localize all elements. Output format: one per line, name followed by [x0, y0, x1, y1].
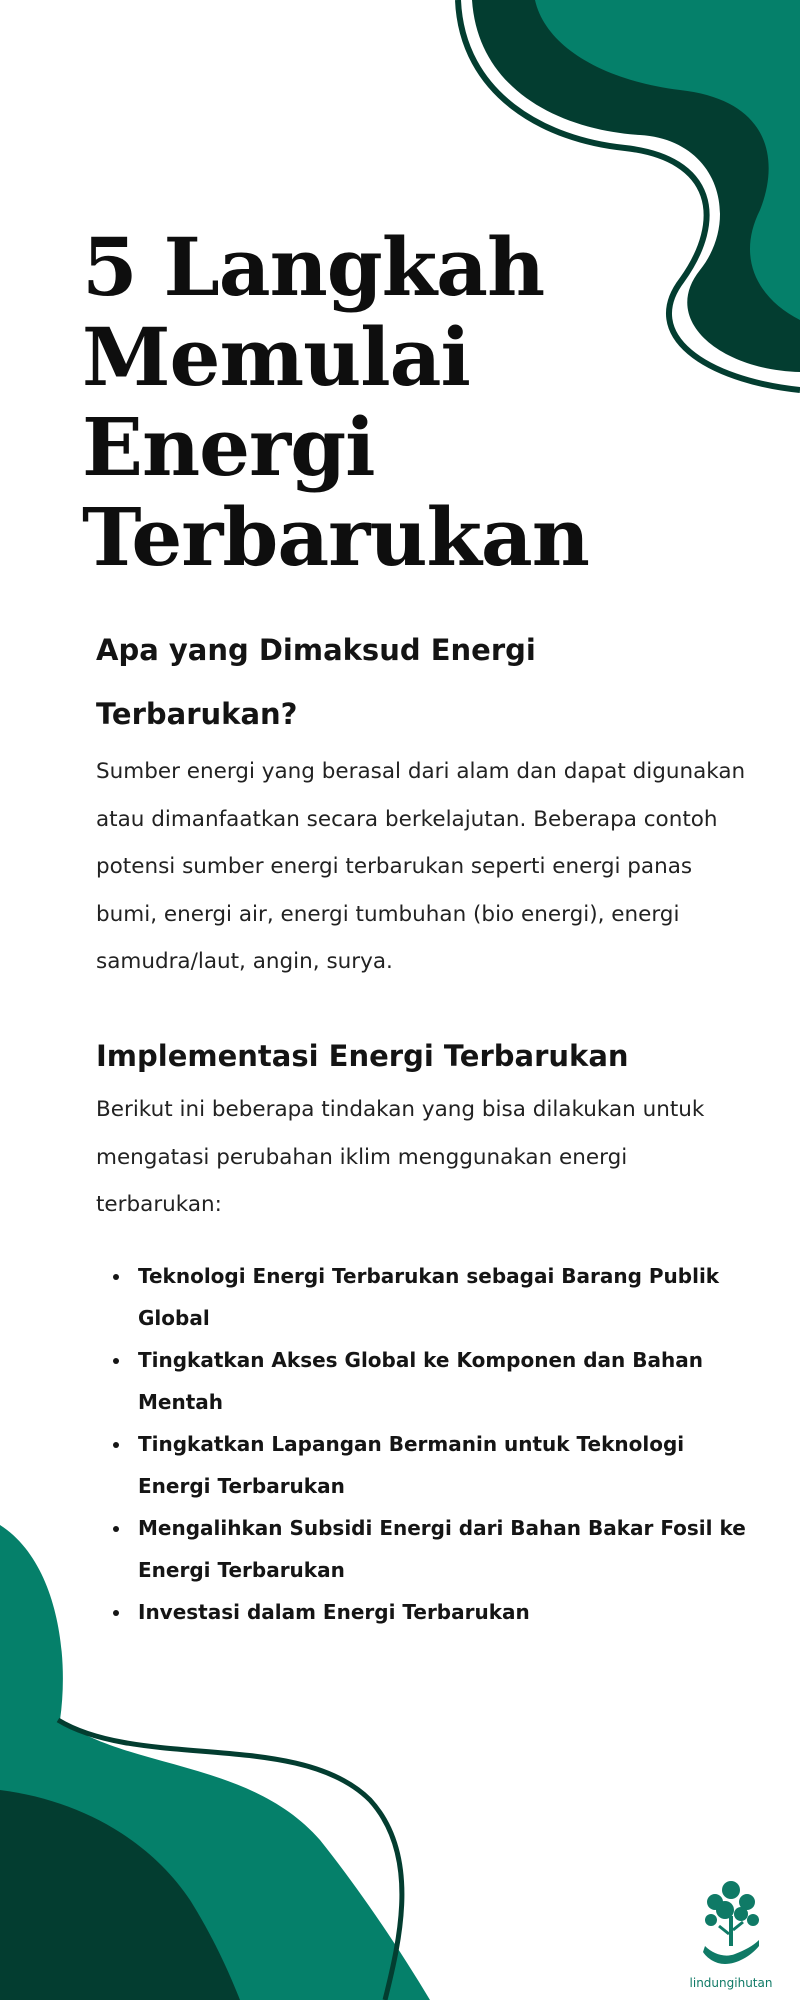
definition-body: Sumber energi yang berasal dari alam dan dapat digunakan atau dimanfaatkan secara berkelajutan. Beberapa contoh potensi sumber energi terbarukan seperti energi panas bumi, energi air, energi tumbuhan (bio energi), energi samudra/laut, angin, surya. — [96, 759, 746, 974]
brand-logo — [686, 1880, 776, 1990]
page-title: 5 Langkah Memulai Energi Terbarukan — [82, 220, 589, 584]
list-item: • Mengalihkan Subsidi Energi dari Bahan Bakar Fosil ke Energi Terbarukan — [132, 1507, 752, 1591]
list-item: • Teknologi Energi Terbarukan sebagai Barang Publik Global — [132, 1255, 752, 1339]
definition-section — [96, 618, 746, 986]
steps-list — [96, 1255, 752, 1633]
implementation-heading: Implementasi Energi Terbarukan — [96, 1039, 629, 1073]
tree-hand-icon — [699, 1880, 763, 1970]
implementation-body: Berikut ini beberapa tindakan yang bisa dilakukan untuk mengatasi perubahan iklim menggunakan energi terbarukan: — [96, 1097, 705, 1217]
list-item: • Investasi dalam Energi Terbarukan — [132, 1591, 752, 1633]
implementation-section — [96, 1028, 756, 1633]
definition-heading: Apa yang Dimaksud Energi Terbarukan? — [96, 633, 536, 731]
logo-text: lindungihutan — [689, 1976, 773, 1990]
list-item: • Tingkatkan Lapangan Bermanin untuk Teknologi Energi Terbarukan — [132, 1423, 752, 1507]
list-item: • Tingkatkan Akses Global ke Komponen dan Bahan Mentah — [132, 1339, 752, 1423]
